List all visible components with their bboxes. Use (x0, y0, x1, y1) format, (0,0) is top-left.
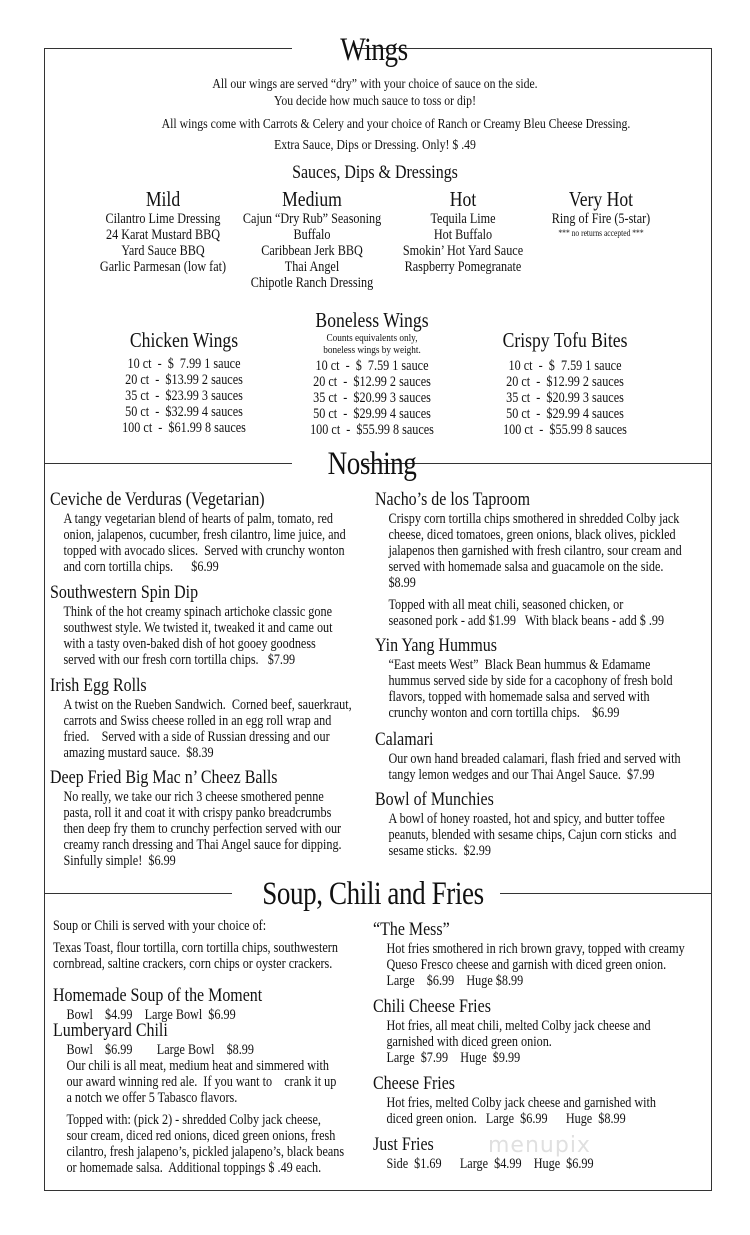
description-line: onion, jalapenos, cucumber, fresh cilantro, lime juice, and (63, 527, 346, 543)
description-line: Large $7.99 Huge $9.99 (386, 1050, 521, 1066)
choices-line: Texas Toast, flour tortilla, corn tortilla chips, southwestern (53, 940, 338, 956)
menu-item-description (50, 789, 342, 869)
menu-item-description (375, 657, 673, 721)
sauce-item: Thai Angel (284, 259, 340, 275)
menu-item-name: Yin Yang Hummus (375, 635, 497, 656)
sauce-heading: Medium (282, 187, 342, 211)
description-line: diced green onion. Large $6.99 Huge $8.99 (386, 1111, 626, 1127)
sauce-column-very-hot (552, 187, 650, 239)
soup-rule-left (44, 893, 232, 894)
extra-line: cilantro, fresh jalapeno’s, pickled jalapeno’s, black beans (66, 1144, 345, 1160)
description-line: pasta, roll it and coat it with crispy panko breadcrumbs (63, 805, 332, 821)
sauce-item: Raspberry Pomegranate (404, 259, 522, 275)
price-row: 20 ct - $12.99 2 sauces (313, 374, 431, 390)
price-row: 50 ct - $29.99 4 sauces (506, 406, 624, 422)
menu-item-name: Homemade Soup of the Moment (53, 985, 263, 1006)
price-row: 35 ct - $20.99 3 sauces (313, 390, 431, 406)
sauce-item: Chipotle Ranch Dressing (250, 275, 374, 291)
price-row: 100 ct - $55.99 8 sauces (310, 422, 434, 438)
extra-line: Topped with all meat chili, seasoned chicken, or (388, 597, 624, 613)
description-line: Our own hand breaded calamari, flash fried and served with (388, 751, 681, 767)
menu-item-name: Cheese Fries (373, 1073, 456, 1094)
menu-item-name: Irish Egg Rolls (50, 675, 147, 696)
frame-bottom (44, 1190, 712, 1191)
extra-line: sour cream, diced red onions, diced green onions, fresh (66, 1128, 336, 1144)
menu-item-description (375, 811, 676, 859)
choices-line: cornbread, saltine crackers, corn chips or oyster crackers. (53, 956, 333, 972)
menu-item-name: Southwestern Spin Dip (50, 582, 199, 603)
soup-rule-right (500, 893, 712, 894)
menu-item (373, 920, 685, 989)
menu-item (50, 490, 346, 575)
sauce-heading: Mild (145, 187, 181, 211)
wings-title: Wings (340, 32, 408, 68)
extra-line: or homemade salsa. Additional toppings $ .49 each. (66, 1160, 322, 1176)
price-column-crispy-tofu-bites (503, 328, 628, 438)
menu-item-description (50, 511, 346, 575)
menu-item (375, 730, 681, 783)
wings-intro-1: All our wings are served “dry” with your choice of sauce on the side. (212, 77, 538, 92)
description-line: fried. Served with a side of Russian dressing and our (63, 729, 330, 745)
description-line: crunchy wonton and corn tortilla chips. $6.99 (388, 705, 620, 721)
menu-item-name: Bowl of Munchies (375, 789, 494, 810)
wings-rule-left (44, 48, 292, 49)
menu-item (50, 768, 342, 869)
description-line: peanuts, blended with sesame chips, Cajun corn sticks and (388, 827, 677, 843)
description-line: a notch we offer 5 Tabasco flavors. (66, 1090, 238, 1106)
menu-item-name: Just Fries (373, 1134, 434, 1155)
price-row: 50 ct - $32.99 4 sauces (125, 404, 243, 420)
frame-right (711, 48, 712, 1190)
description-line: creamy ranch dressing and Thai Angel sauce for dipping. (63, 837, 342, 853)
menu-item (375, 490, 682, 629)
description-line: Bowl $6.99 Large Bowl $8.99 (66, 1042, 254, 1058)
description-line: sesame sticks. $2.99 (388, 843, 491, 859)
wings-intro-4: Extra Sauce, Dips or Dressing. Only! $ .49 (274, 138, 476, 153)
description-line: flavors, topped with homemade salsa and served with (388, 689, 650, 705)
price-row: 35 ct - $20.99 3 sauces (506, 390, 624, 406)
description-line: served with homemade salsa and guacamole on the side. (388, 559, 664, 575)
description-line: Bowl $4.99 Large Bowl $6.99 (66, 1007, 236, 1023)
sauce-item: Ring of Fire (5-star) (551, 211, 651, 227)
menu-item-description (373, 1095, 656, 1127)
sauce-item: Cilantro Lime Dressing (105, 211, 221, 227)
menu-item-description (375, 511, 682, 629)
description-line: Our chili is all meat, medium heat and simmered with (66, 1058, 329, 1074)
description-line: Queso Fresco cheese and garnish with diced green onion. (386, 957, 667, 973)
price-row: 100 ct - $61.99 8 sauces (122, 420, 246, 436)
description-line: tangy lemon wedges and our Thai Angel Sauce. $7.99 (388, 767, 655, 783)
sauce-item: Caribbean Jerk BBQ (261, 243, 363, 259)
sauce-item: Smokin’ Hot Yard Sauce (402, 243, 524, 259)
menu-item-name: Deep Fried Big Mac n’ Cheez Balls (50, 767, 278, 788)
description-line: then deep fry them to crunchy perfection served with our (63, 821, 342, 837)
sauce-item: Yard Sauce BBQ (121, 243, 205, 259)
description-line: $8.99 (388, 575, 416, 591)
menu-item-name: Nacho’s de los Taproom (375, 489, 531, 510)
sauce-item: 24 Karat Mustard BBQ (105, 227, 221, 243)
boneless-note: Counts equivalents only, (326, 332, 418, 344)
menu-item-description (373, 1156, 594, 1172)
description-line: our award winning red ale. If you want to crank it up (66, 1074, 337, 1090)
price-row: 10 ct - $ 7.99 1 sauce (127, 356, 241, 372)
description-line: Hot fries, melted Colby jack cheese and garnished with (386, 1095, 657, 1111)
description-line: garnished with diced green onion. (386, 1034, 552, 1050)
menu-item (53, 1021, 344, 1176)
menu-item-name: Calamari (375, 729, 434, 750)
price-column-chicken-wings (122, 328, 246, 436)
wings-intro-3: All wings come with Carrots & Celery and your choice of Ranch or Creamy Bleu Cheese Dressing. (161, 117, 631, 132)
price-heading: Chicken Wings (129, 328, 239, 352)
sauce-item: Hot Buffalo (433, 227, 493, 243)
price-row: 10 ct - $ 7.59 1 sauce (315, 358, 429, 374)
menu-item (375, 790, 676, 859)
boneless-note: boneless wings by weight. (323, 344, 421, 356)
description-line: Sinfully simple! $6.99 (63, 853, 176, 869)
menu-item (375, 636, 673, 721)
menu-item-name: Ceviche de Verduras (Vegetarian) (50, 489, 265, 510)
wings-intro-2: You decide how much sauce to toss or dip! (274, 94, 476, 109)
menu-item (50, 676, 352, 761)
description-line: served with our fresh corn tortilla chips. $7.99 (63, 652, 296, 668)
sauce-item: Cajun “Dry Rub” Seasoning (242, 211, 382, 227)
price-row: 35 ct - $23.99 3 sauces (125, 388, 243, 404)
description-line: southwest style. We twisted it, tweaked it and came out (63, 620, 333, 636)
menu-item (373, 1074, 656, 1127)
description-line: amazing mustard sauce. $8.39 (63, 745, 214, 761)
soup-title: Soup, Chili and Fries (262, 876, 484, 912)
description-line: Side $1.69 Large $4.99 Huge $6.99 (386, 1156, 594, 1172)
sauce-column-hot (403, 187, 523, 275)
description-line: “East meets West” Black Bean hummus & Edamame (388, 657, 651, 673)
sauce-heading: Very Hot (568, 187, 634, 211)
extra-line: seasoned pork - add $1.99 With black beans - add $ .99 (388, 613, 665, 629)
watermark: menupix (488, 1133, 591, 1158)
price-row: 100 ct - $55.99 8 sauces (503, 422, 627, 438)
extra-line: Topped with: (pick 2) - shredded Colby jack cheese, (66, 1112, 321, 1128)
menu-item (53, 986, 262, 1023)
description-line: A twist on the Rueben Sandwich. Corned beef, sauerkraut, (63, 697, 352, 713)
menu-item-description (50, 604, 333, 668)
description-line: hummus served side by side for a cacophony of fresh bold (388, 673, 673, 689)
menu-item-description (53, 1042, 344, 1176)
price-row: 50 ct - $29.99 4 sauces (313, 406, 431, 422)
description-line: A tangy vegetarian blend of hearts of palm, tomato, red (63, 511, 334, 527)
menu-item-name: Chili Cheese Fries (373, 996, 491, 1017)
description-line: carrots and Swiss cheese rolled in an egg roll wrap and (63, 713, 332, 729)
price-row: 10 ct - $ 7.59 1 sauce (508, 358, 622, 374)
sauces-heading: Sauces, Dips & Dressings (292, 162, 458, 183)
description-line: Think of the hot creamy spinach artichoke classic gone (63, 604, 332, 620)
description-line: Hot fries, all meat chili, melted Colby jack cheese and (386, 1018, 651, 1034)
menu-item-name: “The Mess” (373, 919, 450, 940)
intro-line: Soup or Chili is served with your choice of: (53, 918, 267, 934)
sauce-item: Buffalo (293, 227, 331, 243)
sauce-column-medium (243, 187, 381, 291)
menu-item-description (373, 941, 685, 989)
sauce-column-mild (100, 187, 226, 275)
price-row: 20 ct - $13.99 2 sauces (125, 372, 243, 388)
menu-item-name: Lumberyard Chili (53, 1020, 168, 1041)
frame-left (44, 48, 45, 1190)
description-line: with a tasty oven-baked dish of hot gooey goodness (63, 636, 316, 652)
sauce-item: Garlic Parmesan (low fat) (99, 259, 227, 275)
description-line: jalapenos then garnished with fresh cilantro, sour cream and (388, 543, 682, 559)
noshing-rule-left (44, 463, 292, 464)
description-line: topped with avocado slices. Served with crunchy wonton (63, 543, 345, 559)
price-row: 20 ct - $12.99 2 sauces (506, 374, 624, 390)
no-returns-note: *** no returns accepted *** (558, 228, 644, 238)
description-line: No really, we take our rich 3 cheese smothered penne (63, 789, 324, 805)
menu-item-description (373, 1018, 651, 1066)
price-heading: Crispy Tofu Bites (502, 328, 628, 352)
menu-item (373, 997, 651, 1066)
description-line: Hot fries smothered in rich brown gravy, topped with creamy (386, 941, 685, 957)
sauce-heading: Hot (449, 187, 477, 211)
description-line: cheese, diced tomatoes, green onions, black olives, pickled (388, 527, 676, 543)
sauce-item: Tequila Lime (430, 211, 496, 227)
menu-item-description (50, 697, 352, 761)
noshing-title: Noshing (327, 446, 417, 482)
description-line: and corn tortilla chips. $6.99 (63, 559, 219, 575)
description-line: Large $6.99 Huge $8.99 (386, 973, 524, 989)
soup-intro (53, 918, 338, 972)
description-line: Crispy corn tortilla chips smothered in shredded Colby jack (388, 511, 680, 527)
description-line: A bowl of honey roasted, hot and spicy, and butter toffee (388, 811, 665, 827)
menu-item-description (375, 751, 681, 783)
wings-rule-right (355, 48, 712, 49)
menu-item (50, 583, 333, 668)
price-column-boneless-wings (310, 308, 434, 438)
price-heading: Boneless Wings (315, 308, 429, 332)
